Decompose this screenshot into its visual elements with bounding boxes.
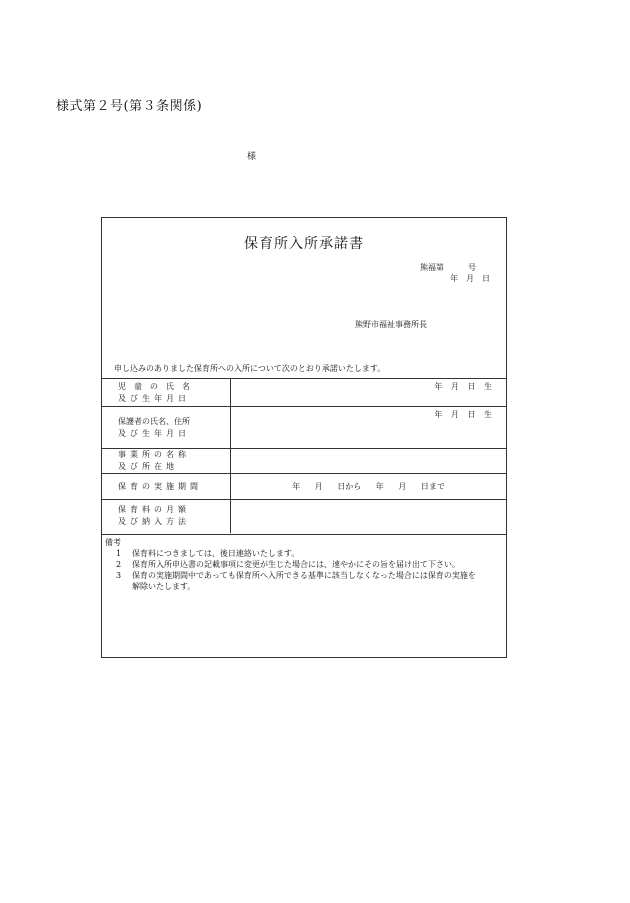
- addressee-suffix: 様: [247, 152, 257, 162]
- form-number-label: 様式第２号(第３条関係): [56, 99, 203, 114]
- remark-number: 2: [116, 560, 122, 569]
- remark-item: [116, 559, 506, 570]
- document-title: 保育所入所承諾書: [244, 236, 364, 252]
- remarks-title: 備考: [105, 538, 121, 547]
- remark-number: 1: [116, 549, 122, 558]
- table-row-guardian: [102, 407, 506, 449]
- guardian-birth-date: 年 月 日 生: [434, 410, 492, 419]
- period-label: [102, 474, 231, 500]
- fee-label: [102, 500, 231, 533]
- guardian-label-line-2: 及び生年月日: [118, 428, 190, 438]
- intro-text: 申し込みのありました保育所への入所について次のとおり承諾いたします。: [114, 364, 386, 373]
- table-row-period: [102, 474, 506, 500]
- facility-label: [102, 449, 231, 474]
- remark-item: [116, 548, 506, 559]
- issue-date: 年 月 日: [450, 274, 490, 283]
- child-value-cell: [231, 379, 507, 407]
- issuer-name: 熊野市福祉事務所長: [355, 320, 427, 329]
- remark-text: 保育所入所申込書の記載事項に変更が生じた場合には、速やかにその旨を届け出て下さい。: [132, 560, 460, 569]
- remark-text: 保育料につきましては、後日連絡いたします。: [132, 549, 300, 558]
- remark-text: 保育の実施期間中であっても保育所へ入所できる基準に該当しなくなった場合には保育の実施を解除いたします。: [132, 571, 476, 591]
- document-number: 熊福第 号: [420, 263, 476, 272]
- fee-value-cell: [231, 500, 507, 533]
- table-row-child: [102, 379, 506, 407]
- guardian-label-line-1: 保護者の氏名、住所: [118, 416, 190, 426]
- table-row-fee: [102, 500, 506, 533]
- guardian-label: [102, 407, 231, 449]
- remark-item: [116, 570, 506, 592]
- child-label: [102, 379, 231, 407]
- facility-label-line-1: 事業所の名称: [118, 450, 190, 459]
- fee-label-line-2: 及び納入方法: [118, 517, 190, 527]
- child-birth-date: 年 月 日 生: [434, 382, 492, 391]
- period-value: 年 月 日から 年 月 日まで: [231, 474, 507, 500]
- child-label-line-1: 児 童 の 氏 名: [118, 381, 190, 391]
- facility-label-line-2: 及び所在地: [118, 462, 178, 471]
- details-table: [102, 378, 506, 533]
- table-row-facility: [102, 449, 506, 474]
- guardian-value-cell: [231, 407, 507, 449]
- remark-number: 3: [116, 571, 122, 580]
- remarks-section: [102, 534, 506, 592]
- fee-label-line-1: 保育料の月額: [118, 505, 190, 515]
- approval-form: [101, 217, 507, 658]
- period-label-text: 保育の実施期間: [118, 481, 202, 491]
- child-label-line-2: 及び生年月日: [118, 393, 190, 403]
- facility-value-cell: [231, 449, 507, 474]
